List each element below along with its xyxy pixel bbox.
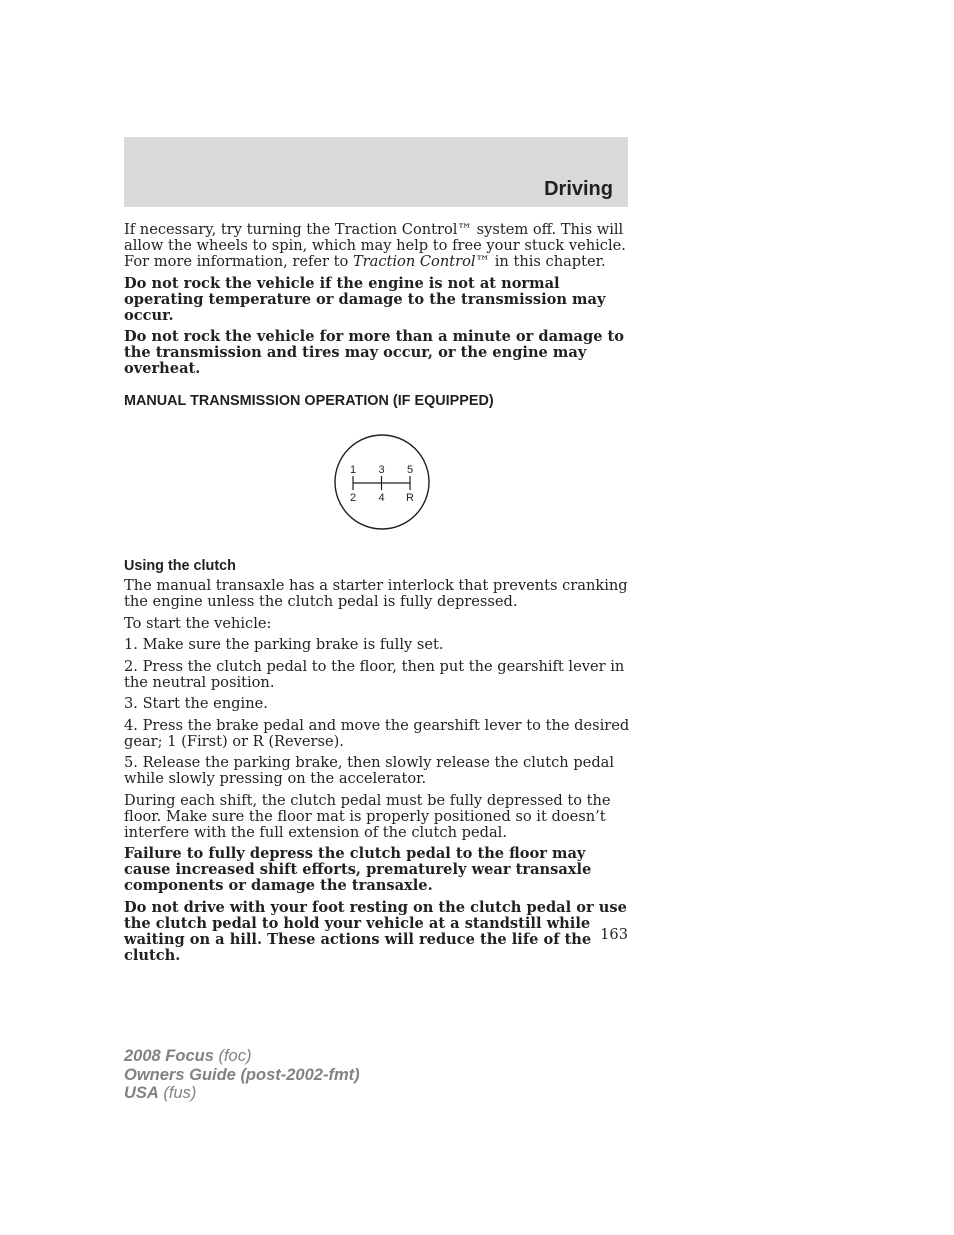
clutch-paragraph: To start the vehicle:	[124, 614, 272, 632]
page-content	[124, 222, 630, 969]
start-step: 1. Make sure the parking brake is fully set.	[124, 636, 444, 653]
start-step: 4. Press the brake pedal and move the gearshift lever to the desired gear; 1 (First) or R (Reverse).	[124, 716, 630, 750]
gear-label: 5	[406, 464, 414, 476]
gear-label: 2	[349, 492, 357, 504]
footer-model-code: (foc)	[213, 1047, 252, 1065]
chapter-title: Driving	[544, 178, 613, 200]
footer-market-code: (fus)	[158, 1084, 197, 1102]
gear-label: 3	[378, 464, 385, 476]
section-heading: MANUAL TRANSMISSION OPERATION (IF EQUIPPED)	[124, 393, 494, 409]
footer-line	[124, 1066, 360, 1085]
warning-rock-duration: Do not rock the vehicle for more than a minute or damage to the transmission and tires may occur, or the engine may overheat.	[124, 328, 625, 377]
page-number: 163	[600, 926, 628, 943]
footer-guide: Owners Guide (post-2002-fmt)	[124, 1065, 360, 1084]
gear-label: R	[406, 492, 414, 504]
intro-reference: Traction Control	[352, 253, 476, 270]
chapter-header-band	[124, 137, 628, 207]
footer-model: 2008 Focus	[124, 1047, 214, 1065]
warning-clutch-depress: Failure to fully depress the clutch pedal to the floor may cause increased shift efforts, prematurely wear transaxle components or damage the transaxle.	[124, 845, 592, 894]
start-step: 3. Start the engine.	[124, 695, 268, 712]
clutch-paragraph: During each shift, the clutch pedal must be fully depressed to the floor. Make sure the floor mat is properly positioned so it doesn’t interfere with the full extension of the clutch pedal.	[124, 791, 611, 841]
clutch-paragraph: The manual transaxle has a starter interlock that prevents cranking the engine unless the clutch pedal is fully depressed.	[124, 577, 628, 610]
shift-pattern-diagram	[124, 410, 630, 558]
intro-paragraph	[124, 222, 630, 270]
gear-label: 1	[349, 464, 357, 476]
subsection-heading: Using the clutch	[124, 558, 236, 574]
gear-label: 4	[378, 492, 385, 504]
footer-line	[124, 1047, 360, 1066]
footer-line	[124, 1084, 360, 1103]
start-step: 5. Release the parking brake, then slowly release the clutch pedal while slowly pressing on the accelerator.	[124, 754, 615, 787]
shift-pattern-graphic	[333, 433, 431, 531]
warning-rock-temperature: Do not rock the vehicle if the engine is not at normal operating temperature or damage to the transmission may occur.	[124, 274, 606, 324]
warning-clutch-rest: Do not drive with your foot resting on the clutch pedal or use the clutch pedal to hold your vehicle at a standstill while waiting on a hill. These actions will reduce the life of the clutch.	[124, 898, 627, 964]
intro-text: If necessary, try turning the Traction Control™ system off. This will allow the wheels to spin, which may help to free your stuck vehicle. For more information, refer to	[124, 221, 626, 270]
intro-text-end: ™ in this chapter.	[475, 253, 606, 270]
start-step: 2. Press the clutch pedal to the floor, then put the gearshift lever in the neutral position.	[124, 657, 625, 691]
footer-market: USA	[124, 1084, 159, 1102]
document-footer	[124, 1047, 360, 1103]
